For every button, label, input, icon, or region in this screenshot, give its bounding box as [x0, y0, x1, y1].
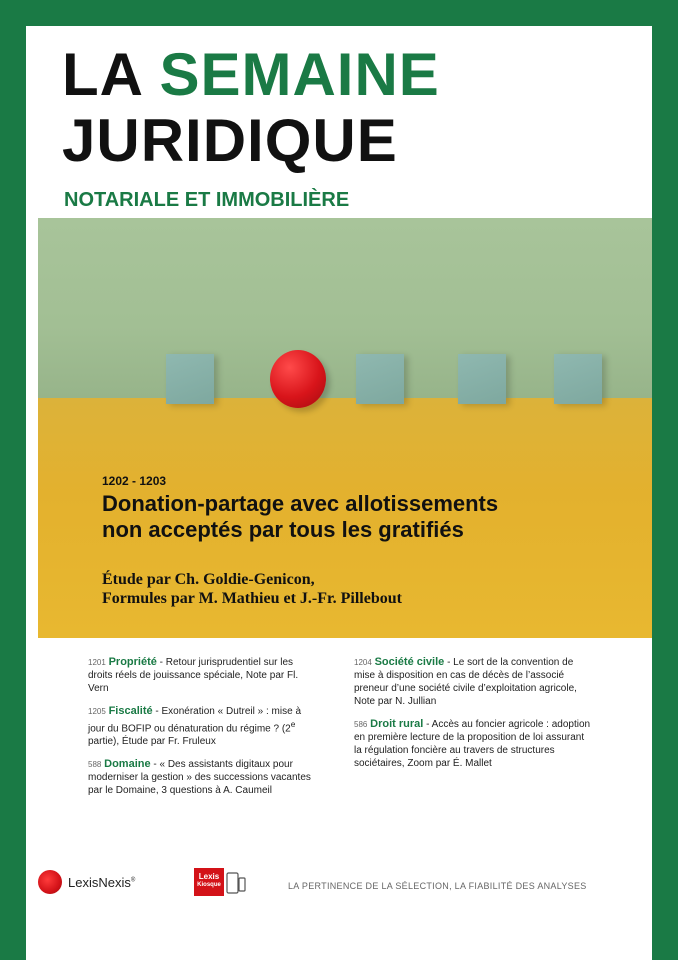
contents-item[interactable] — [88, 705, 320, 748]
lexisnexis-wordmark: LexisNexis® — [68, 874, 136, 890]
kiosque-label-2: Kiosque — [197, 882, 221, 888]
masthead-juridique: JURIDIQUE — [62, 107, 398, 174]
item-text: - Accès au foncier agricole : adoption en première lecture de la proposition de loi assurant la régulation foncière au travers de structures sociétaires, Zoom par É. Mallet — [354, 719, 591, 769]
feature-ref: 1202 - 1203 — [102, 474, 167, 488]
item-rubric: Propriété — [108, 656, 157, 668]
byline-line-1: Étude par Ch. Goldie-Genicon, — [102, 571, 315, 588]
item-rubric: Droit rural — [370, 718, 424, 730]
lexisnexis-emblem-icon — [38, 870, 62, 894]
cube-4 — [554, 354, 602, 404]
kiosque-label-1: Lexis — [198, 872, 220, 881]
item-text-cont: partie), Étude par Fr. Fruleux — [88, 736, 216, 748]
red-ball — [270, 350, 326, 408]
contents-right — [354, 656, 594, 780]
lexisnexis-logo[interactable] — [38, 870, 135, 894]
item-rubric: Société civile — [374, 656, 445, 668]
cube-3 — [458, 354, 506, 404]
item-text: - Retour jurisprudentiel sur les droits réels de jouissance spéciale, Note par Fl. Vern — [88, 657, 299, 694]
cube-1 — [166, 354, 214, 404]
contents-left — [88, 656, 320, 807]
item-superscript: e — [290, 719, 296, 729]
masthead-semaine: SEMAINE — [159, 41, 440, 108]
byline-line-2: Formules par M. Mathieu et J.-Fr. Pillebout — [102, 590, 402, 607]
devices-icon — [226, 872, 246, 894]
item-number: 1205 — [88, 707, 106, 716]
cover-photo — [38, 218, 652, 638]
contents-item[interactable] — [354, 656, 594, 708]
tagline: LA PERTINENCE DE LA SÉLECTION, LA FIABILITÉ DES ANALYSES — [288, 881, 587, 891]
contents-item[interactable] — [88, 758, 320, 797]
cube-2 — [356, 354, 404, 404]
item-text: - « Des assistants digitaux pour moderniser la gestion » des successions vacantes par le Domaine, 3 questions à A. Caumeil — [88, 759, 311, 797]
item-number: 1201 — [88, 658, 106, 667]
feature-byline — [102, 570, 522, 608]
item-number: 1204 — [354, 658, 372, 667]
masthead-title-line1 — [62, 40, 440, 110]
contents-item[interactable] — [354, 718, 594, 770]
item-text: - Exonération « Dutreil » : mise à jour du BOFIP ou dénaturation du régime ? (2 — [88, 706, 302, 735]
item-number: 588 — [88, 760, 102, 770]
item-text: - Le sort de la convention de mise à disposition en cas de décès de l’associé preneur d’une société civile d’exploitation agricole, Note par N. Jullian — [354, 657, 577, 707]
item-number: 586 — [354, 720, 368, 729]
lexis-kiosque-badge[interactable] — [194, 868, 224, 896]
masthead-subtitle: NOTARIALE ET IMMOBILIÈRE — [64, 189, 350, 211]
masthead-la: LA — [62, 41, 142, 108]
item-rubric: Domaine — [104, 758, 151, 771]
contents-item[interactable] — [88, 656, 320, 695]
feature-title[interactable]: Donation-partage avec allotissements non acceptés par tous les gratifiés — [102, 491, 499, 542]
item-rubric: Fiscalité — [108, 705, 153, 717]
